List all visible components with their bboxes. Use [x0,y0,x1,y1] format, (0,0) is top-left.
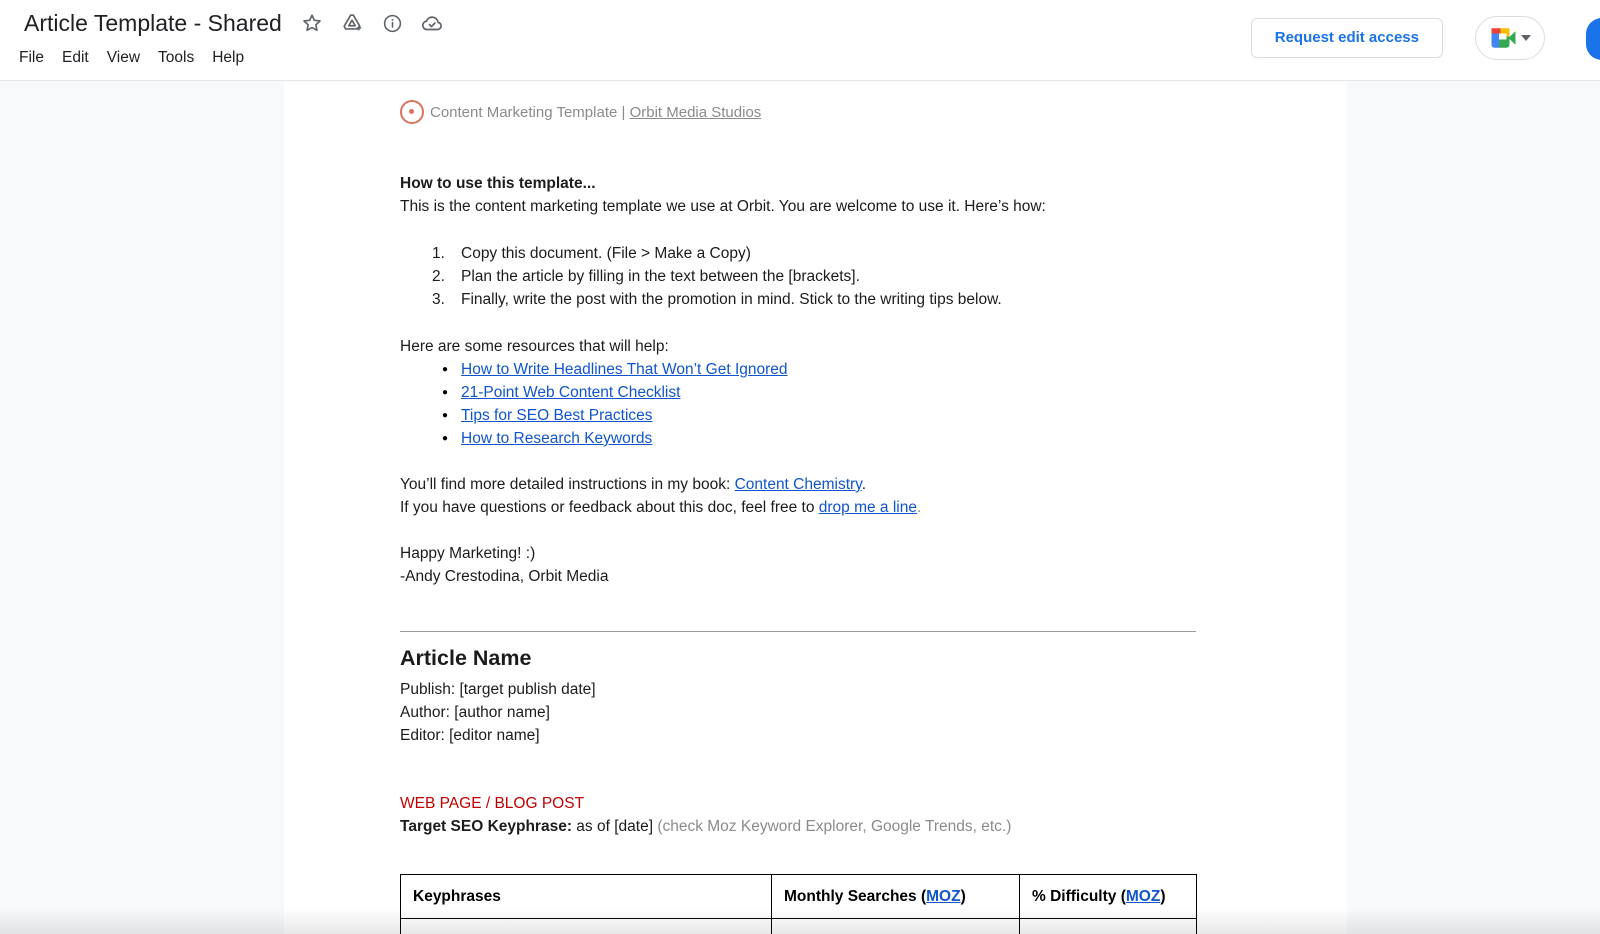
document-title: Article Template - Shared [24,10,282,36]
keyphrase-table [400,874,1197,934]
section-label: WEB PAGE / BLOG POST [400,795,585,812]
menu-file[interactable]: File [19,49,44,66]
orbit-logo-icon [400,100,424,124]
step-item [400,242,1200,265]
request-edit-access-button[interactable]: Request edit access [1251,18,1443,58]
step-text: Copy this document. (File > Make a Copy) [461,245,751,262]
document-page [284,81,1347,934]
brand-text: Content Marketing Template | Orbit Media Studios [430,103,762,121]
resource-item [400,427,1200,450]
editor-line: Editor: [editor name] [400,727,540,744]
step-number: 3. [432,291,445,308]
col-keyphrases: Keyphrases [401,875,772,919]
step-item [400,288,1200,311]
author-line: Author: [author name] [400,704,550,721]
feedback-line: If you have questions or feedback about this doc, feel free to drop me a line. [400,499,922,516]
book-line: You’ll find more detailed instructions in my book: Content Chemistry. [400,476,867,493]
moz-link[interactable]: MOZ [1125,887,1161,905]
article-name-heading: Article Name [400,646,532,670]
horizontal-rule [400,631,1196,632]
app-header [0,0,1600,81]
bullet-icon: ● [442,364,449,375]
howto-title: How to use this template... [400,175,596,192]
howto-intro: This is the content marketing template we use at Orbit. You are welcome to use it. Here’s how: [400,198,1046,215]
step-item [400,265,1200,288]
bullet-icon: ● [442,433,449,444]
publish-line: Publish: [target publish date] [400,681,596,698]
menu-edit[interactable]: Edit [61,49,89,66]
chevron-down-icon [1521,35,1531,41]
happy-marketing-line: Happy Marketing! :) [400,545,536,562]
content-chemistry-link[interactable]: Content Chemistry [734,476,862,493]
resource-item [400,404,1200,427]
target-keyphrase-line: Target SEO Keyphrase: as of [date] (check Moz Keyword Explorer, Google Trends, etc.) [400,818,1012,835]
step-text: Plan the article by filling in the text between the [brackets]. [461,268,860,285]
col-difficulty: % Difficulty (MOZ) [1020,875,1197,919]
title-icons [300,11,444,35]
resource-link-seo-tips[interactable]: Tips for SEO Best Practices [461,407,653,424]
menu-bar [10,45,253,71]
resource-item [400,358,1200,381]
resources-intro: Here are some resources that will help: [400,338,669,355]
col-monthly-searches: Monthly Searches (MOZ) [772,875,1020,919]
resource-link-keywords[interactable]: How to Research Keywords [461,430,653,447]
menu-help[interactable]: Help [212,49,245,66]
add-shortcut-icon[interactable] [340,11,364,35]
step-number: 1. [432,245,445,262]
orbit-media-studios-link[interactable]: Orbit Media Studios [629,103,762,121]
star-icon[interactable] [300,11,324,35]
meet-button[interactable] [1475,16,1545,60]
empty-cell [1020,919,1197,934]
meet-icon [1490,27,1517,49]
table-header-row [401,875,1197,919]
share-button[interactable] [1586,18,1600,60]
moz-link[interactable]: MOZ [926,887,961,905]
step-number: 2. [432,268,445,285]
step-text: Finally, write the post with the promotion in mind. Stick to the writing tips below. [461,291,1002,308]
info-icon[interactable] [380,11,404,35]
doc-brand-header [400,100,1200,124]
menu-tools[interactable]: Tools [158,49,195,66]
bullet-icon: ● [442,410,449,421]
empty-cell [772,919,1020,934]
signature-line: -Andy Crestodina, Orbit Media [400,568,609,585]
resource-link-headlines[interactable]: How to Write Headlines That Won’t Get Ignored [461,361,788,378]
cloud-check-icon[interactable] [420,11,444,35]
bullet-icon: ● [442,387,449,398]
drop-me-a-line-link[interactable]: drop me a line [818,499,917,516]
resource-item [400,381,1200,404]
empty-cell [401,919,772,934]
resource-link-checklist[interactable]: 21-Point Web Content Checklist [461,384,681,401]
menu-view[interactable]: View [106,49,141,66]
table-empty-row [401,919,1197,934]
